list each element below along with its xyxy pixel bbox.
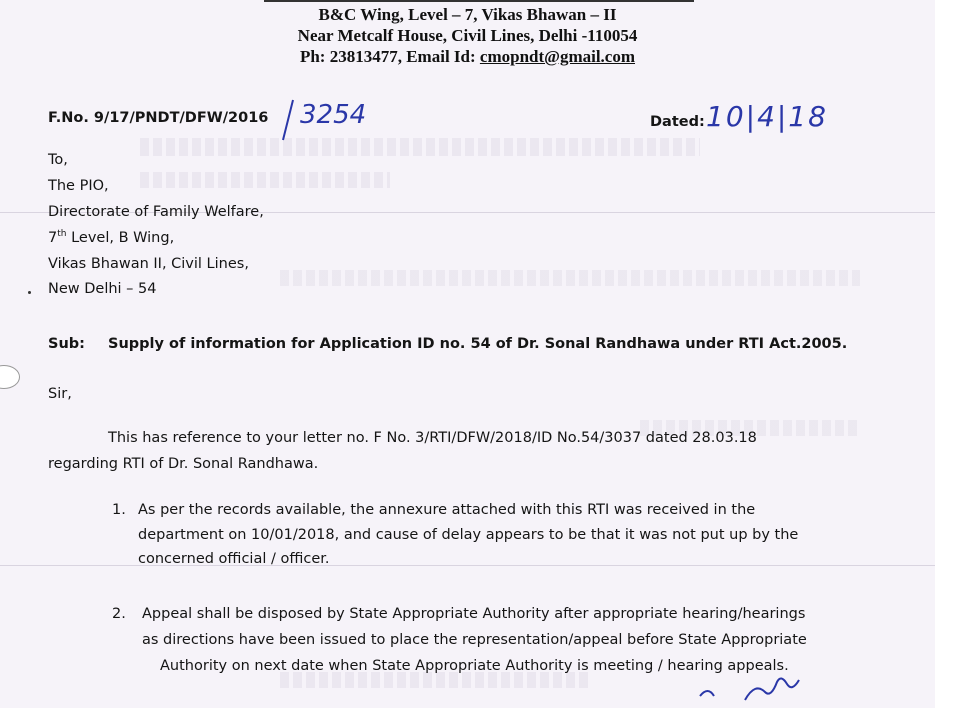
stray-dot [28,291,31,294]
header-phone: Ph: 23813477, Email Id: [299,47,480,66]
salutation: Sir, [48,386,72,402]
header-rule [264,0,694,2]
handwritten-dispatch-number: 3254 [300,100,367,130]
paragraph-1-line-2: regarding RTI of Dr. Sonal Randhawa. [48,456,319,472]
file-number: F.No. 9/17/PNDT/DFW/2016 [48,110,269,126]
subject-text: Supply of information for Application ID no. 54 of Dr. Sonal Randhawa under RTI Act.2005. [108,336,848,352]
item-1-line-1: As per the records available, the annexure attached with this RTI was received in the [138,502,756,518]
bleed-through-decoration [140,138,700,156]
address-line-1: The PIO, [48,178,109,194]
handwritten-signature [690,670,830,708]
header-line-2: Near Metcalf House, Civil Lines, Delhi -110054 [297,26,638,45]
address-to: To, [48,152,68,168]
address-line-5: New Delhi – 54 [48,281,157,297]
item-2-line-1: Appeal shall be disposed by State Appropriate Authority after appropriate hearing/hearings [142,606,806,622]
handwritten-slash [278,98,298,142]
address-level-number: 7 [48,229,58,246]
bleed-through-decoration [140,172,390,188]
dated-label: Dated: [650,114,705,130]
subject-label: Sub: [48,336,85,352]
item-1-line-2: department on 10/01/2018, and cause of delay appears to be that it was not put up by the [138,527,799,543]
bleed-through-decoration [280,672,590,688]
item-1-line-3: concerned official / officer. [138,551,330,567]
paragraph-1-line-1: This has reference to your letter no. F No. 3/RTI/DFW/2018/ID No.54/3037 dated 28.03.18 [108,430,757,446]
address-line-3 [48,229,174,246]
punch-hole [0,365,20,389]
address-level-text: Level, B Wing, [66,229,175,246]
address-level-suffix: th [57,229,67,239]
handwritten-date: 10|4|18 [706,100,828,133]
item-2-line-2: as directions have been issued to place the representation/appeal before State Appropriate [142,632,807,648]
header-line-1: B&C Wing, Level – 7, Vikas Bhawan – II [318,5,617,24]
bleed-through-decoration [280,270,860,286]
item-number: 1. [112,502,126,518]
address-line-2: Directorate of Family Welfare, [48,204,264,220]
item-2-line-3: Authority on next date when State Appropriate Authority is meeting / hearing appeals. [160,658,789,674]
header-email: cmopndt@gmail.com [479,47,636,66]
header-line-3 [0,47,935,67]
item-number: 2. [112,606,126,622]
address-line-4: Vikas Bhawan II, Civil Lines, [48,256,249,272]
